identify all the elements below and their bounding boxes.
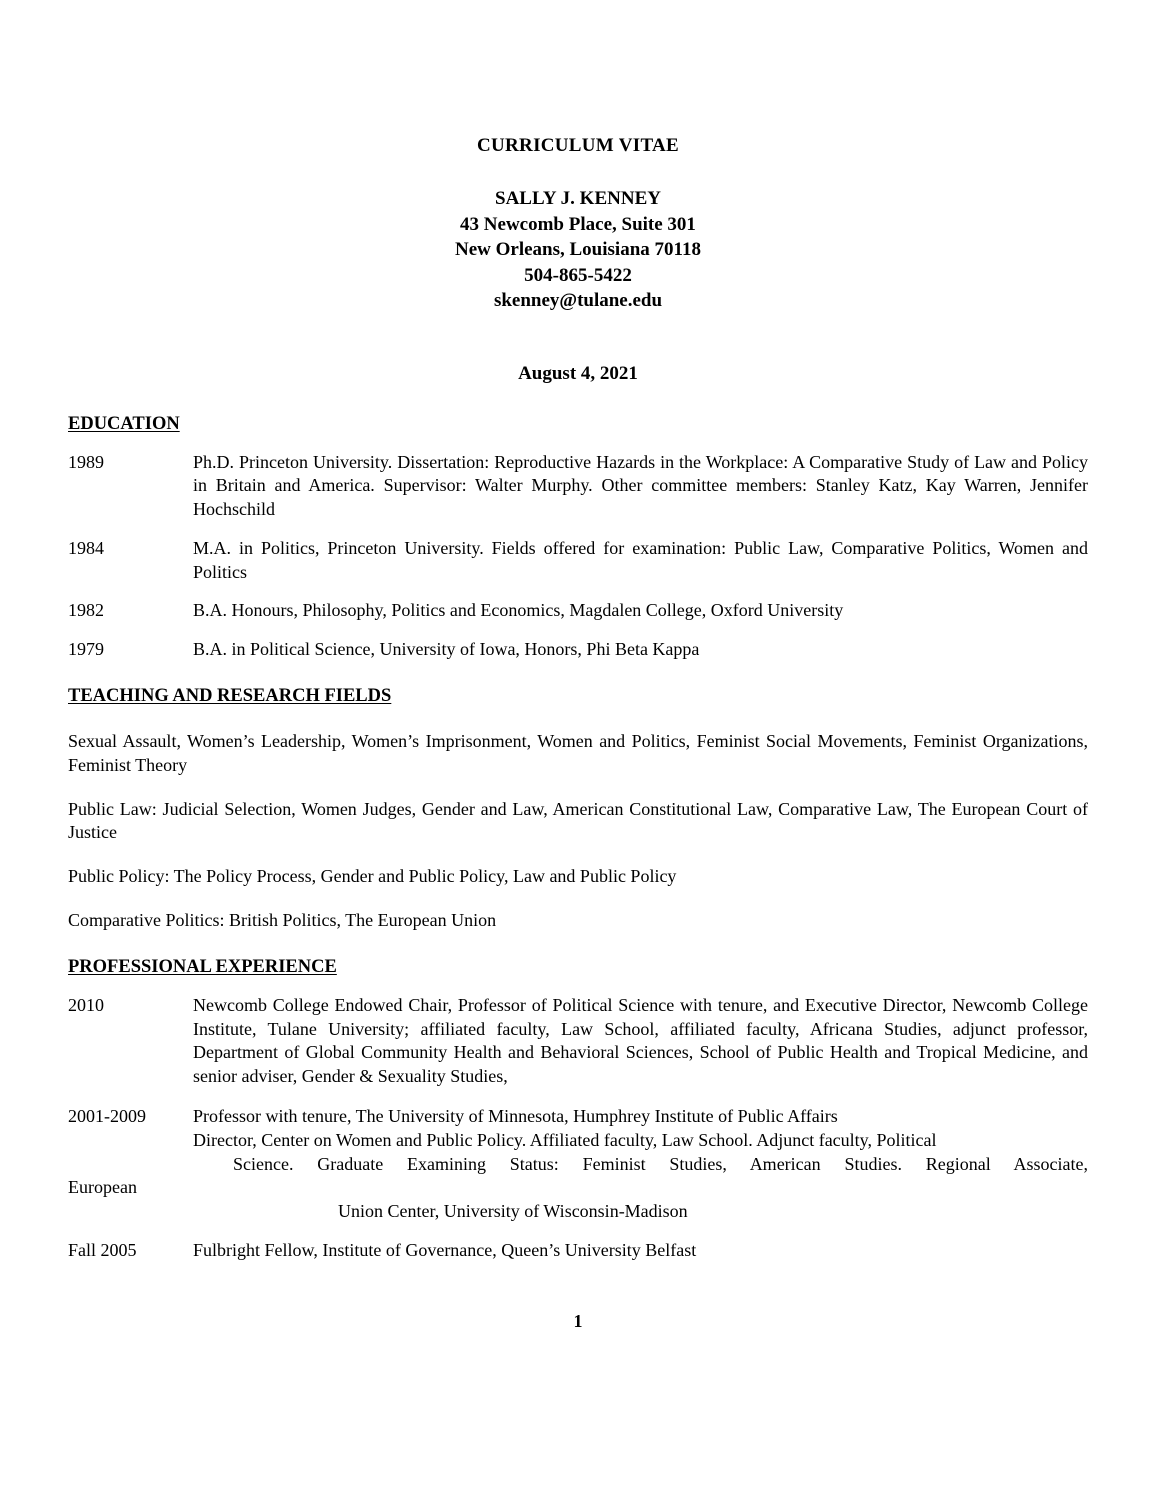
entry-year: 1984 bbox=[68, 537, 104, 558]
entry-body-line: Science. Graduate Examining Status: Feminist Studies, American Studies. Regional Associate, bbox=[233, 1153, 1088, 1174]
contact-address-line-2: New Orleans, Louisiana 70118 bbox=[455, 239, 701, 260]
entry-year: 2010 bbox=[68, 994, 104, 1015]
entry-body: Ph.D. Princeton University. Dissertation: Reproductive Hazards in the Workplace: A Comparative Study of Law and Policy in Britain and America. Supervisor: Walter Murphy. Other committee members: Stanley Katz, Kay Warren, Jennifer Hochschild bbox=[193, 451, 1088, 520]
contact-phone: 504-865-5422 bbox=[524, 264, 632, 286]
section-heading-education: EDUCATION bbox=[68, 413, 180, 434]
contact-name: SALLY J. KENNEY bbox=[495, 188, 661, 209]
entry-year: 1982 bbox=[68, 600, 104, 621]
section-heading-teaching-and-research-fields: TEACHING AND RESEARCH FIELDS bbox=[68, 686, 392, 707]
professional-experience-entry-irregular bbox=[68, 1105, 1088, 1224]
section-heading-professional-experience: PROFESSIONAL EXPERIENCE bbox=[68, 956, 337, 977]
entry-body: B.A. in Political Science, University of Iowa, Honors, Phi Beta Kappa bbox=[193, 639, 700, 660]
entry-year-continuation: European bbox=[68, 1177, 137, 1198]
education-entry bbox=[68, 451, 1088, 522]
entry-body-line: Director, Center on Women and Public Policy. Affiliated faculty, Law School. Adjunct faculty, Political bbox=[193, 1129, 937, 1150]
document-date: August 4, 2021 bbox=[518, 362, 638, 384]
entry-year: 1989 bbox=[68, 451, 104, 472]
entry-body-line: Union Center, University of Wisconsin-Madison bbox=[338, 1201, 688, 1222]
entry-body: B.A. Honours, Philosophy, Politics and Economics, Magdalen College, Oxford University bbox=[193, 600, 844, 621]
contact-block bbox=[68, 158, 1088, 314]
entry-body: M.A. in Politics, Princeton University. Fields offered for examination: Public Law, Comparative Politics, Women and Politics bbox=[193, 537, 1088, 582]
teaching-fields-paragraph: Public Law: Judicial Selection, Women Judges, Gender and Law, American Constitutional Law, Comparative Law, The European Court of Justice bbox=[68, 798, 1088, 843]
contact-address-line-1: 43 Newcomb Place, Suite 301 bbox=[460, 213, 696, 235]
entry-year: 2001-2009 bbox=[68, 1106, 146, 1127]
entry-year: Fall 2005 bbox=[68, 1240, 137, 1261]
entry-body: Fulbright Fellow, Institute of Governance, Queen’s University Belfast bbox=[193, 1240, 697, 1261]
education-entry bbox=[68, 537, 1088, 585]
teaching-fields-paragraph: Comparative Politics: British Politics, The European Union bbox=[68, 910, 497, 931]
entry-body-line: Professor with tenure, The University of Minnesota, Humphrey Institute of Public Affairs bbox=[193, 1106, 838, 1127]
education-entry bbox=[68, 638, 1088, 662]
teaching-fields-paragraph: Public Policy: The Policy Process, Gender and Public Policy, Law and Public Policy bbox=[68, 866, 677, 887]
education-entry bbox=[68, 599, 1088, 623]
teaching-fields-paragraph: Sexual Assault, Women’s Leadership, Women’s Imprisonment, Women and Politics, Feminist Social Movements, Feminist Organizations, Feminist Theory bbox=[68, 731, 1088, 775]
contact-email: skenney@tulane.edu bbox=[493, 290, 663, 311]
page-number: 1 bbox=[573, 1311, 583, 1331]
entry-body: Newcomb College Endowed Chair, Professor of Political Science with tenure, and Executive Director, Newcomb College Institute, Tulane University; affiliated faculty, Law School, affiliated faculty, Africana Studies, adjunct professor, Department of Global Community Health and Behavioral Sciences, School of Public Health and Tropical Medicine, and senior adviser, Gender & Sexuality Studies, bbox=[193, 994, 1088, 1087]
entry-year: 1979 bbox=[68, 639, 104, 660]
professional-experience-entry bbox=[68, 994, 1088, 1089]
page-title: CURRICULUM VITAE bbox=[476, 135, 680, 156]
professional-experience-entry bbox=[68, 1239, 1088, 1263]
